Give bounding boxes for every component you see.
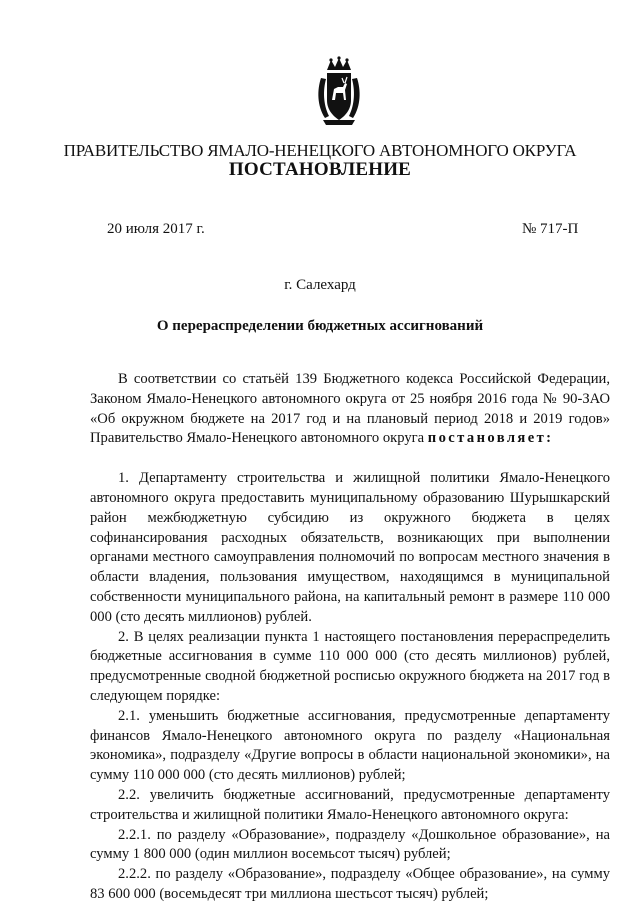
paragraph-2-2: 2.2. увеличить бюджетные ассигнований, предусмотренные департаменту строительства и жилищной политики Ямало-Ненецкого автономного округа: [90,786,610,823]
document-subject: О перераспределении бюджетных ассигнований [156,318,484,334]
document-number: № 717-П [522,221,579,237]
government-name: ПРАВИТЕЛЬСТВО ЯМАЛО-НЕНЕЦКОГО АВТОНОМНОГО ОКРУГА [63,141,577,160]
paragraph-1: 1. Департаменту строительства и жилищной политики Ямало-Ненецкого автономного округа предоставить муниципальному образованию Шурышкарский район межбюджетную субсидию из окружного бюджета в целях софинансирования расходных обязательств, возникающих при выполнении органами местного самоуправления полномочий по вопросам местного значения в области владения, пользования имуществом, находящимся в муниципальной собственности муниципального района, на капитальный ремонт в размере 110 000 000 (сто десять миллионов) рублей. [90,470,610,625]
paragraph-2-1: 2.1. уменьшить бюджетные ассигнования, предусмотренные департаменту финансов Ямало-Ненецкого автономного округа по разделу «Национальная экономика», подразделу «Другие вопросы в области национальной экономики», на сумму 110 000 000 (сто десять миллионов) рублей; [90,707,610,784]
resolves-word: постановляет: [427,430,554,447]
paragraph-2-2-2: 2.2.2. по разделу «Образование», подразделу «Общее образование», на сумму 83 600 000 (восемьдесят три миллиона шестьсот тысяч) рублей; [90,866,610,902]
coat-of-arms-icon [315,56,363,128]
document-date: 20 июля 2017 г. [107,221,205,237]
preamble-text: В соответствии со статьёй 139 Бюджетного кодекса Российской Федерации, Законом Ямало-Ненецкого автономного округа от 25 ноября 2016 года № 90-ЗАО «Об окружном бюджете на 2017 год и на плановый период 2018 и 2019 годов» Правительство Ямало-Ненецкого автономного округа [90,371,610,447]
document-type: ПОСТАНОВЛЕНИЕ [228,159,412,180]
preamble [90,370,610,449]
document-city: г. Салехард [284,277,356,293]
paragraph-2: 2. В целях реализации пункта 1 настоящего постановления перераспределить бюджетные ассигнования в сумме 110 000 000 (сто десять миллионов) рублей, предусмотренные сводной бюджетной росписью окружного бюджета на 2017 год в следующем порядке: [90,628,610,704]
paragraph-2-2-1: 2.2.1. по разделу «Образование», подразделу «Дошкольное образование», на сумму 1 800 000 (один миллион восемьсот тысяч) рублей; [90,826,610,863]
document-body [90,370,610,905]
